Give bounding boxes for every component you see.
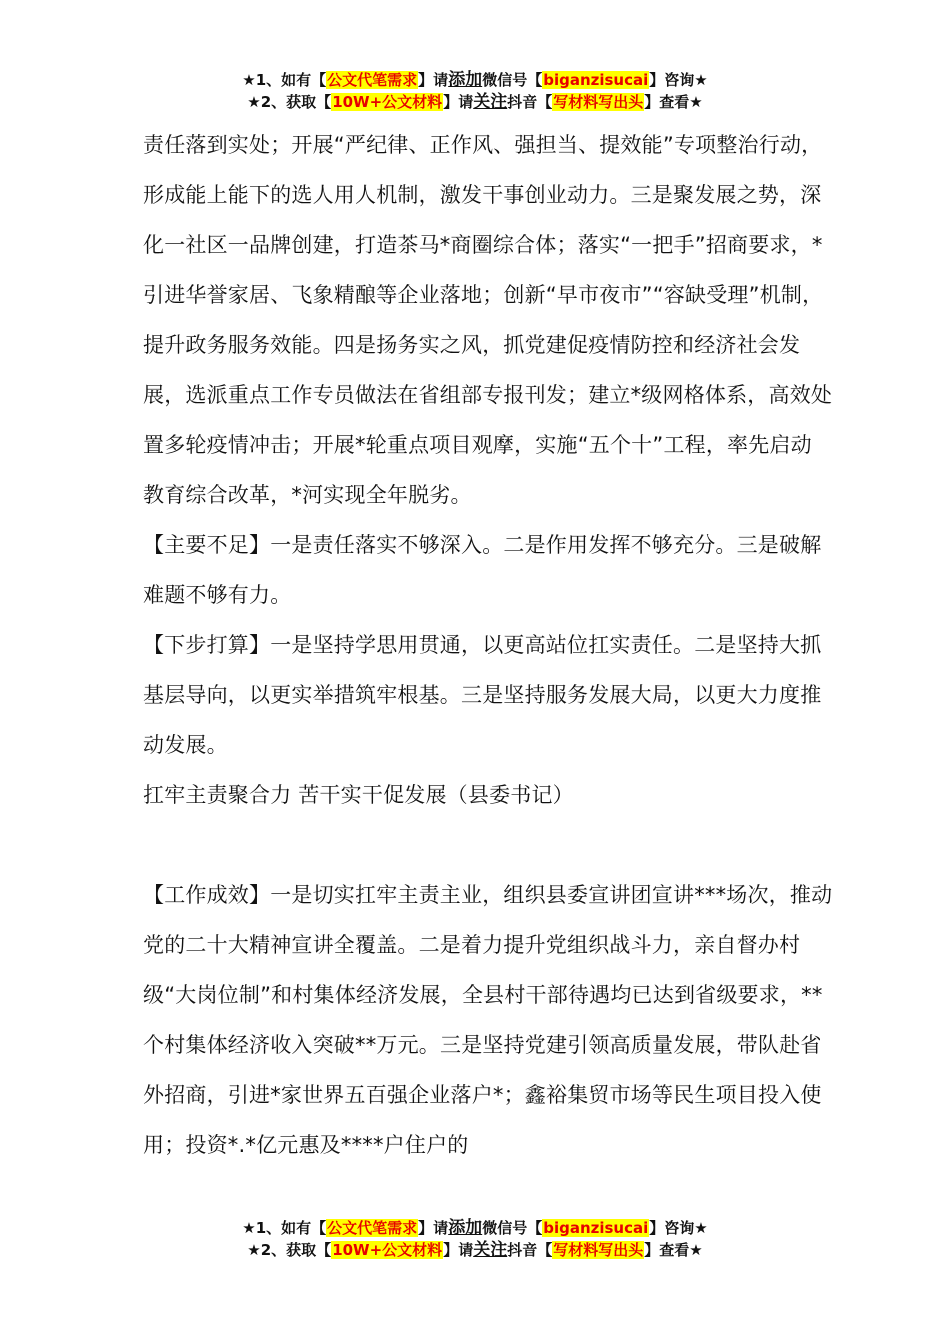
paragraph-work-results: 【工作成效】一是切实扛牢主责主业，组织县委宣讲团宣讲***场次，推动党的二十大精神宣讲全覆盖。二是着力提升党组织战斗力，亲自督办村级“大岗位制”和村集体经济发展，全县村干部待遇均已达到省级要求，**个村集体经济收入突破**万元。三是坚持党建引领高质量发展，带队赴省外招商，引进*家世界五百强企业落户*；鑫裕集贸市场等民生项目投入使用；投资*.*亿元惠及****户住户的: [143, 883, 833, 1157]
highlight-materials: 10W+公文材料: [332, 1241, 443, 1259]
bottom-banner: [0, 1217, 950, 1261]
paragraph-shortcomings: 【主要不足】一是责任落实不够深入。二是作用发挥不够充分。三是破解难题不够有力。: [143, 533, 822, 607]
banner-line-2: ★2、获取【10W+公文材料】请关注抖音【写材料写出头】查看★: [247, 1240, 703, 1260]
paragraph-achievements-continued: 责任落到实处；开展“严纪律、正作风、强担当、提效能”专项整治行动，形成能上能下的选人用人机制，激发干事创业动力。三是聚发展之势，深化一社区一品牌创建，打造茶马*商圈综合体；落实“一把手”招商要求，*引进华誉家居、飞象精酿等企业落地；创新“早市夜市”“容缺受理”机制，提升政务服务效能。四是扬务实之风，抓党建促疫情防控和经济社会发展，选派重点工作专员做法在省组部专报刊发；建立*级网格体系，高效处置多轮疫情冲击；开展*轮重点项目观摩，实施“五个十”工程，率先启动教育综合改革，*河实现全年脱劣。: [143, 133, 833, 507]
section-heading: 扛牢主责聚合力 苦干实干促发展（县委书记）: [143, 783, 574, 807]
document-body: [143, 120, 833, 1170]
top-banner: [0, 69, 950, 113]
highlight-wechat-id: biganzisucai: [543, 1219, 649, 1237]
highlight-wechat-id: biganzisucai: [543, 71, 649, 89]
highlight-materials: 10W+公文材料: [332, 93, 443, 111]
banner-line-2: ★2、获取【10W+公文材料】请关注抖音【写材料写出头】查看★: [247, 92, 703, 112]
banner-line-1: ★1、如有【公文代笔需求】请添加微信号【biganzisucai】咨询★: [242, 1218, 708, 1238]
highlight-ghostwriting: 公文代笔需求: [327, 1219, 418, 1237]
highlight-ghostwriting: 公文代笔需求: [327, 71, 418, 89]
highlight-douyin-account: 写材料写出头: [553, 1241, 644, 1259]
highlight-douyin-account: 写材料写出头: [553, 93, 644, 111]
paragraph-next-steps: 【下步打算】一是坚持学思用贯通，以更高站位扛实责任。二是坚持大抓基层导向，以更实举措筑牢根基。三是坚持服务发展大局，以更大力度推动发展。: [143, 633, 822, 757]
banner-line-1: ★1、如有【公文代笔需求】请添加微信号【biganzisucai】咨询★: [242, 70, 708, 90]
